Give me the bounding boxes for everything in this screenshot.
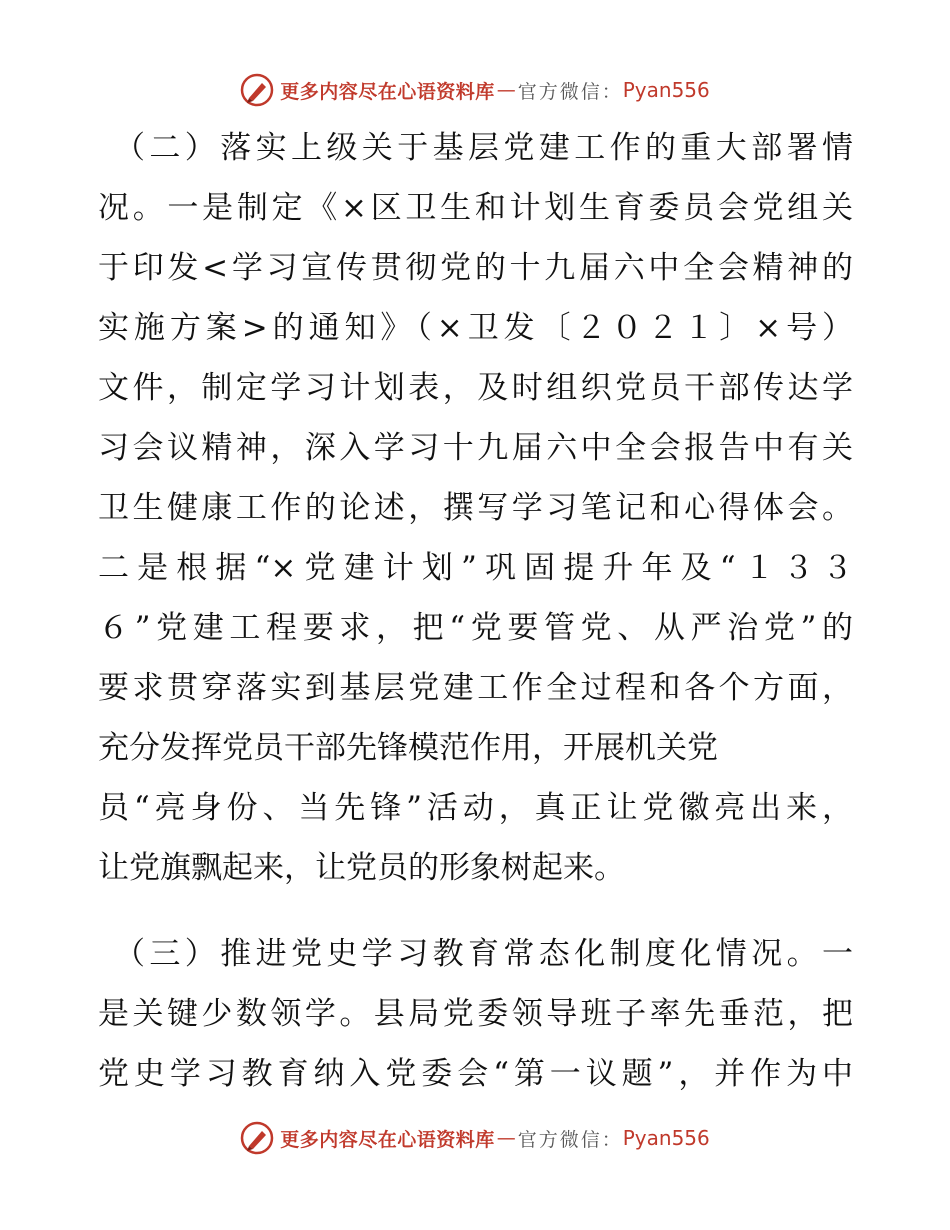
watermark-main-text: 更多内容尽在心语资料库 <box>280 80 495 103</box>
paragraph-gap <box>98 898 853 924</box>
paragraph-3 <box>98 924 853 1104</box>
text-line: 卫生健康工作的论述，撰写学习笔记和心得体会。 <box>98 490 853 526</box>
text-line: 习会议精神，深入学习十九届六中全会报告中有关 <box>98 430 853 466</box>
text-line: ６”党建工程要求，把“党要管党、从严治党”的 <box>98 610 853 646</box>
text-line: 党史学习教育纳入党委会“第一议题”，并作为中 <box>98 1056 853 1092</box>
text-line: 二是根据“×党建计划”巩固提升年及“１３３ <box>98 550 853 586</box>
paragraph-2 <box>98 118 853 898</box>
text-line: 文件，制定学习计划表，及时组织党员干部传达学 <box>98 370 853 406</box>
watermark-wechat-id: Pyan556 <box>622 1126 710 1150</box>
text-line: 况。一是制定《×区卫生和计划生育委员会党组关 <box>98 190 853 226</box>
watermark-main-text: 更多内容尽在心语资料库 <box>280 1128 495 1151</box>
text-line: 是关键少数领学。县局党委领导班子率先垂范，把 <box>98 996 853 1032</box>
watermark-wechat-id: Pyan556 <box>622 78 710 102</box>
text-line: 实施方案>的通知》（×卫发〔２０２１〕×号） <box>98 310 853 346</box>
text-line: 员“亮身份、当先锋”活动，真正让党徽亮出来， <box>98 790 853 826</box>
watermark-dash: — <box>496 1127 516 1149</box>
watermark-label: 官方微信： <box>517 1128 623 1151</box>
text-line: 充分发挥党员干部先锋模范作用，开展机关党 <box>98 730 718 766</box>
document-body <box>98 118 853 1104</box>
pen-logo-icon <box>240 73 274 107</box>
text-line: （二）落实上级关于基层党建工作的重大部署情 <box>114 130 853 166</box>
watermark-label: 官方微信： <box>517 80 623 103</box>
text-line: 让党旗飘起来，让党员的形象树起来。 <box>98 850 625 886</box>
text-line: （三）推进党史学习教育常态化制度化情况。一 <box>114 936 853 972</box>
pen-logo-icon <box>240 1121 274 1155</box>
footer-watermark <box>0 1118 950 1158</box>
watermark-dash: — <box>496 79 516 101</box>
text-line: 于印发<学习宣传贯彻党的十九届六中全会精神的 <box>98 250 853 286</box>
text-line: 要求贯穿落实到基层党建工作全过程和各个方面， <box>98 670 853 706</box>
header-watermark <box>0 70 950 110</box>
